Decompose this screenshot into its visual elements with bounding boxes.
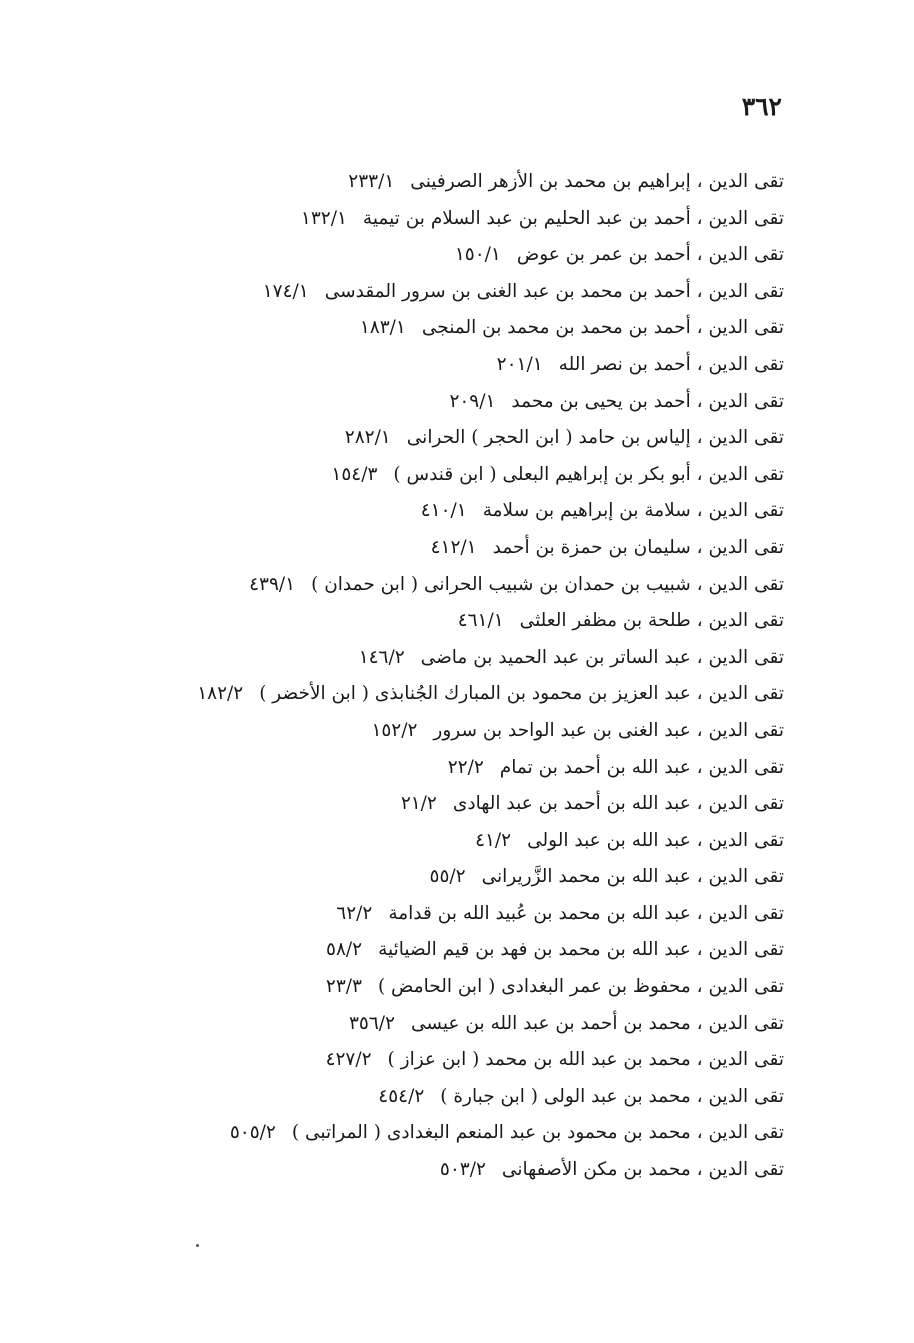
index-entry <box>24 384 784 421</box>
entry-reference: ٢٣/٣ <box>325 976 362 998</box>
index-entry <box>24 164 784 201</box>
entry-reference: ١٧٤/١ <box>262 280 309 302</box>
entry-name: تقى الدين ، عبد الله بن عبد الولى <box>527 829 784 851</box>
page-number: ٣٦٢ <box>741 92 782 121</box>
entry-reference: ٦٢/٢ <box>336 902 373 924</box>
entry-name: تقى الدين ، إبراهيم بن محمد بن الأزهر الصرفينى <box>410 171 784 192</box>
entry-name: تقى الدين ، أحمد بن عمر بن عوض <box>516 244 784 266</box>
index-entry <box>24 932 784 969</box>
index-entry <box>24 457 784 494</box>
entry-reference: ٤٢٧/٢ <box>325 1049 372 1071</box>
entry-reference: ٥٥/٢ <box>429 866 466 888</box>
entry-reference: ٤١٢/١ <box>430 536 477 558</box>
index-entry <box>24 640 784 677</box>
entry-name: تقى الدين ، أبو بكر بن إبراهيم البعلى ( ابن قندس ) <box>393 463 784 485</box>
entry-name: تقى الدين ، عبد الله بن محمد بن فهد بن قيم الضيائية <box>378 939 784 961</box>
index-entry <box>24 750 784 787</box>
entry-name: تقى الدين ، شبيب بن حمدان بن شبيب الحرانى ( ابن حمدان ) <box>311 573 784 595</box>
entry-reference: ٢٨٢/١ <box>344 427 391 449</box>
entry-reference: ٤١/٢ <box>475 829 512 851</box>
index-entry <box>24 969 784 1006</box>
entry-reference: ٥٠٣/٢ <box>439 1159 486 1181</box>
index-entry <box>24 1115 784 1152</box>
entry-reference: ٥٨/٢ <box>326 939 363 961</box>
index-entry <box>24 201 784 238</box>
entry-reference: ١٥٤/٣ <box>331 463 378 485</box>
entry-name: تقى الدين ، أحمد بن يحيى بن محمد <box>511 390 784 412</box>
index-entry <box>24 1042 784 1079</box>
entry-name: تقى الدين ، محفوظ بن عمر البغدادى ( ابن الحامض ) <box>377 976 784 998</box>
entry-name: تقى الدين ، محمد بن عبد الله بن محمد ( ابن عزاز ) <box>387 1049 784 1071</box>
index-entry <box>24 530 784 567</box>
index-entry <box>24 823 784 860</box>
entry-reference: ٤٣٩/١ <box>249 573 296 595</box>
index-entry <box>24 310 784 347</box>
entry-reference: ١٤٦/٢ <box>358 646 405 668</box>
index-entry <box>24 420 784 457</box>
entry-name: تقى الدين ، عبد الله بن محمد الزَّريرانى <box>481 866 784 888</box>
entry-reference: ٢٢/٢ <box>447 756 484 778</box>
index-entry <box>24 786 784 823</box>
entry-name: تقى الدين ، عبد الله بن أحمد بن عبد الهادى <box>452 793 784 815</box>
entry-name: تقى الدين ، إلياس بن حامد ( ابن الحجر ) الحرانى <box>406 427 784 449</box>
entry-reference: ٢٠١/١ <box>496 353 543 375</box>
index-entry <box>24 237 784 274</box>
index-entry <box>24 676 784 713</box>
entry-reference: ١٣٢/١ <box>300 207 347 229</box>
index-entry <box>24 493 784 530</box>
entry-name: تقى الدين ، محمد بن عبد الولى ( ابن جبارة ) <box>440 1085 784 1107</box>
entry-reference: ١٨٣/١ <box>359 317 406 339</box>
index-entry <box>24 274 784 311</box>
entry-reference: ٢٣٣/١ <box>348 171 395 192</box>
entry-name: تقى الدين ، محمد بن مكن الأصفهانى <box>501 1159 784 1181</box>
entry-reference: ٤١٠/١ <box>420 500 467 522</box>
entry-reference: ٤٦١/١ <box>457 610 504 632</box>
entry-name: تقى الدين ، عبد الله بن أحمد بن تمام <box>499 756 784 778</box>
entry-reference: ١٥٢/٢ <box>371 719 418 741</box>
entry-name: تقى الدين ، عبد الله بن محمد بن عُبيد الله بن قدامة <box>388 902 784 924</box>
index-entry <box>24 1152 784 1189</box>
entry-name: تقى الدين ، عبد العزيز بن محمود بن المبارك الجُنابذى ( ابن الأخضر ) <box>259 683 784 705</box>
index-entry <box>24 713 784 750</box>
entry-name: تقى الدين ، طلحة بن مظفر العلثى <box>519 610 784 632</box>
entry-reference: ١٥٠/١ <box>454 244 501 266</box>
index-entry <box>24 347 784 384</box>
entry-name: تقى الدين ، عبد الساتر بن عبد الحميد بن ماضى <box>420 646 784 668</box>
scan-speck <box>196 1244 199 1247</box>
index-entries <box>24 164 784 1189</box>
index-entry <box>24 859 784 896</box>
entry-name: تقى الدين ، أحمد بن محمد بن محمد بن المنجى <box>421 317 784 339</box>
entry-reference: ٥٠٥/٢ <box>229 1122 276 1144</box>
entry-reference: ٢١/٢ <box>400 793 437 815</box>
index-entry <box>24 1079 784 1116</box>
entry-name: تقى الدين ، محمد بن محمود بن عبد المنعم البغدادى ( المراتبى ) <box>291 1122 784 1144</box>
entry-name: تقى الدين ، محمد بن أحمد بن عبد الله بن عيسى <box>410 1012 784 1034</box>
entry-reference: ٤٥٤/٢ <box>378 1085 425 1107</box>
entry-reference: ١٨٢/٢ <box>197 683 244 705</box>
entry-name: تقى الدين ، أحمد بن نصر الله <box>558 353 784 375</box>
entry-name: تقى الدين ، أحمد بن عبد الحليم بن عبد السلام بن تيمية <box>362 207 784 229</box>
entry-reference: ٣٥٦/٢ <box>348 1012 395 1034</box>
entry-name: تقى الدين ، عبد الغنى بن عبد الواحد بن سرور <box>433 719 784 741</box>
entry-name: تقى الدين ، سليمان بن حمزة بن أحمد <box>492 536 784 558</box>
index-entry <box>24 567 784 604</box>
index-entry <box>24 603 784 640</box>
entry-name: تقى الدين ، أحمد بن محمد بن عبد الغنى بن سرور المقدسى <box>324 280 784 302</box>
entry-name: تقى الدين ، سلامة بن إبراهيم بن سلامة <box>482 500 784 522</box>
index-entry <box>24 896 784 933</box>
index-entry <box>24 1006 784 1043</box>
entry-reference: ٢٠٩/١ <box>449 390 496 412</box>
